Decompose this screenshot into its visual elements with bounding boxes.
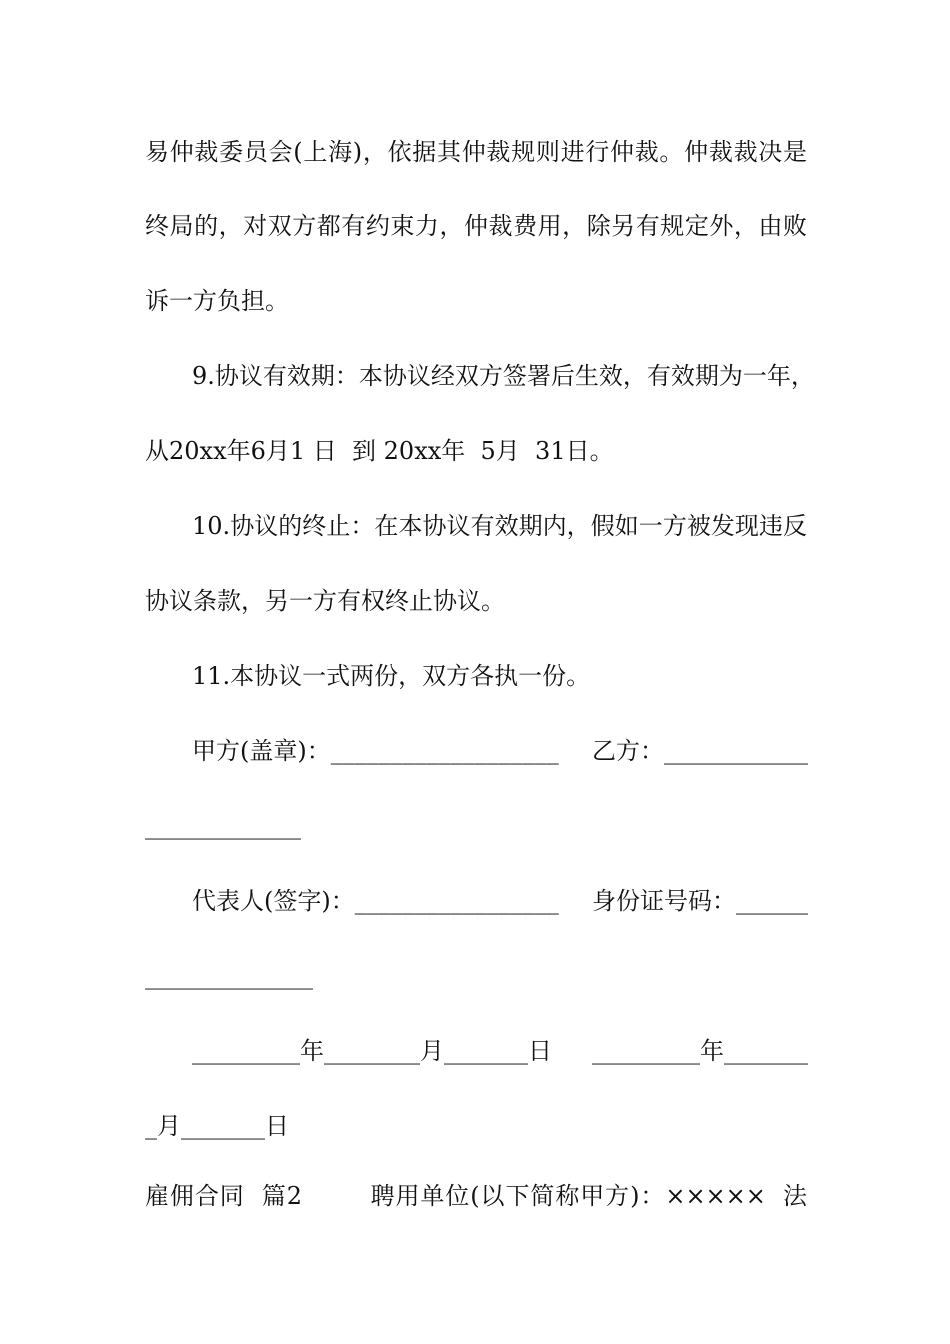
party-a-seal-field: 甲方(盖章)：___________________ [192,737,559,765]
date-field-b-cont: _月_______日 [145,1112,289,1140]
clause-10-line-2: 协议条款，另一方有权终止协议。 [145,587,505,615]
clause-11: 11.本协议一式两份，双方各执一份。 [192,662,591,690]
party-b-field: 乙方：____________ [592,737,808,765]
id-number-field: 身份证号码：______ [592,887,808,915]
body-line-2: 终局的，对双方都有约束力，仲裁费用，除另有规定外，由败 [145,212,807,240]
clause-9-line-2: 从20xx年6月1 日 到 20xx年 5月 31日。 [145,437,614,465]
id-number-field-cont: ______________ [145,962,313,990]
clause-9-line-1: 9.协议有效期：本协议经双方签署后生效，有效期为一年， [192,362,815,390]
body-line-3: 诉一方负担。 [145,287,289,315]
body-line-1: 易仲裁委员会(上海)，依据其仲裁规则进行仲裁。仲裁裁决是 [145,138,807,166]
date-field-a: _________年________月_______日 [192,1037,552,1065]
party-b-field-cont: _____________ [145,812,301,840]
representative-signature-field: 代表人(签字)：_________________ [192,887,559,915]
contract-2-heading-line: 雇佣合同 篇2 聘用单位(以下简称甲方)：××××× 法 [145,1182,807,1210]
date-field-b: _________年_______ [592,1037,808,1065]
clause-10-line-1: 10.协议的终止：在本协议有效期内，假如一方被发现违反 [192,512,807,540]
